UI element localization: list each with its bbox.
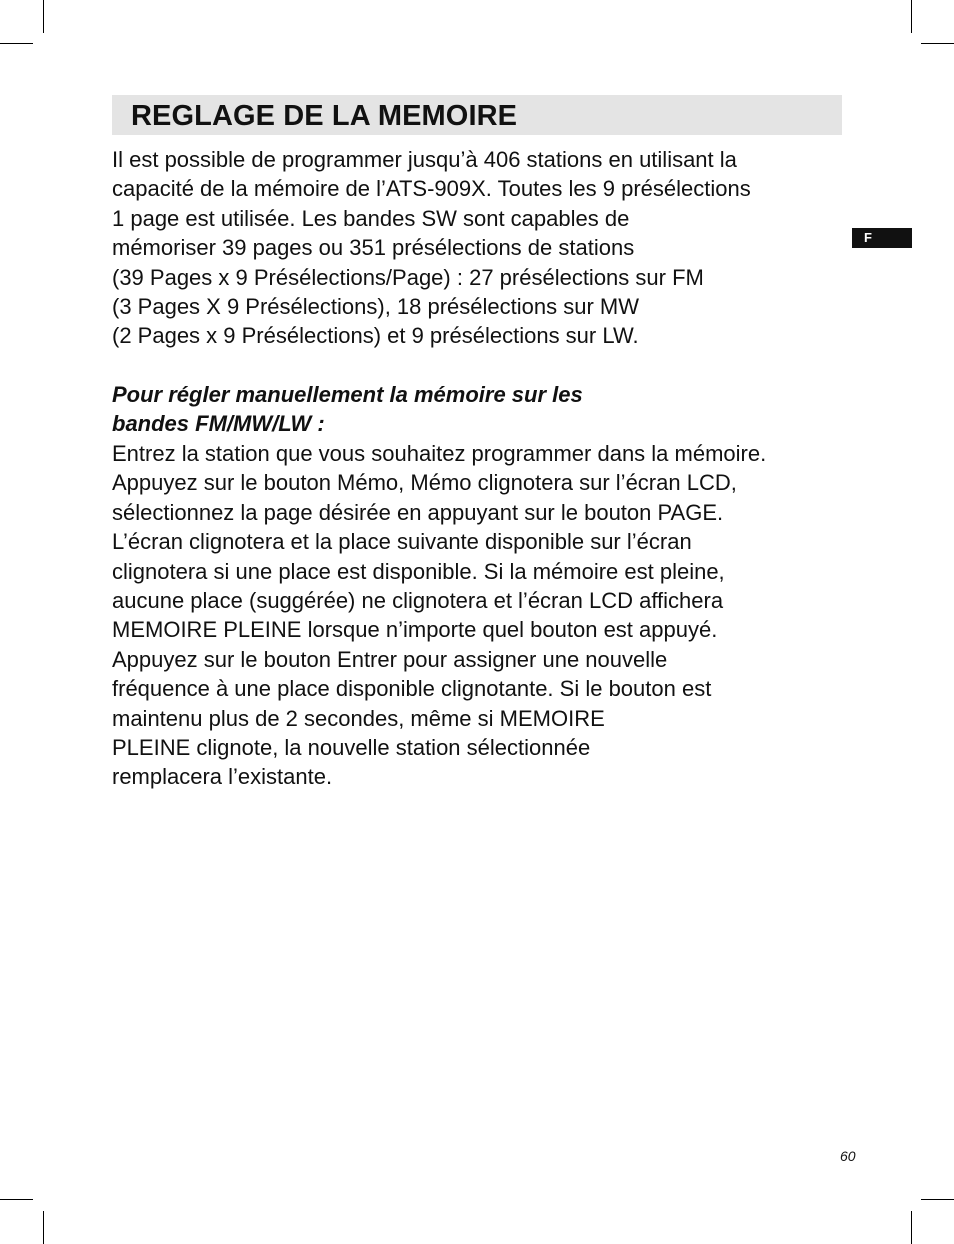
crop-mark-bottom-left-horizontal (0, 1199, 33, 1200)
instruction-line: sélectionnez la page désirée en appuyant sur le bouton PAGE. (112, 499, 724, 525)
intro-line: (39 Pages x 9 Présélections/Page) : 27 présélections sur FM (112, 264, 704, 290)
intro-line: capacité de la mémoire de l’ATS-909X. Toutes les 9 présélections (112, 176, 751, 202)
intro-line: 1 page est utilisée. Les bandes SW sont capables de (112, 205, 630, 231)
subheading-line: Pour régler manuellement la mémoire sur les (112, 382, 583, 407)
instruction-line: MEMOIRE PLEINE lorsque n’importe quel bouton est appuyé. (112, 617, 718, 643)
instruction-line: Appuyez sur le bouton Mémo, Mémo clignotera sur l’écran LCD, (112, 470, 737, 496)
section-title: REGLAGE DE LA MEMOIRE (131, 100, 518, 132)
intro-line: (2 Pages x 9 Présélections) et 9 présélections sur LW. (112, 323, 639, 349)
language-tab-label: F (864, 230, 872, 245)
section-header-band (112, 95, 842, 135)
instruction-line: clignotera si une place est disponible. Si la mémoire est pleine, (112, 558, 725, 584)
crop-mark-top-left-horizontal (0, 43, 33, 44)
instruction-line: Entrez la station que vous souhaitez programmer dans la mémoire. (112, 441, 767, 466)
page-number: 60 (840, 1148, 856, 1164)
subheading-line: bandes FM/MW/LW : (112, 411, 325, 437)
crop-mark-top-left-vertical (43, 0, 44, 33)
procedure-subheading (112, 380, 872, 439)
instruction-line: fréquence à une place disponible clignotante. Si le bouton est (112, 676, 712, 702)
crop-mark-top-right-horizontal (921, 43, 954, 44)
instruction-line: L’écran clignotera et la place suivante disponible sur l’écran (112, 529, 692, 555)
crop-mark-top-right-vertical (911, 0, 912, 33)
instruction-line: aucune place (suggérée) ne clignotera et l’écran LCD affichera (112, 588, 724, 614)
intro-line: mémoriser 39 pages ou 351 présélections de stations (112, 235, 635, 261)
intro-line: (3 Pages X 9 Présélections), 18 présélections sur MW (112, 294, 640, 320)
instructions-paragraph (112, 439, 872, 792)
instruction-line: PLEINE clignote, la nouvelle station sélectionnée (112, 735, 591, 761)
crop-mark-bottom-right-vertical (911, 1211, 912, 1244)
instruction-line: remplacera l’existante. (112, 764, 333, 790)
crop-mark-bottom-right-horizontal (921, 1199, 954, 1200)
intro-paragraph (112, 145, 872, 351)
instruction-line: maintenu plus de 2 secondes, même si MEMOIRE (112, 705, 605, 731)
crop-mark-bottom-left-vertical (43, 1211, 44, 1244)
intro-line: Il est possible de programmer jusqu’à 406 stations en utilisant la (112, 147, 737, 172)
instruction-line: Appuyez sur le bouton Entrer pour assigner une nouvelle (112, 646, 668, 672)
